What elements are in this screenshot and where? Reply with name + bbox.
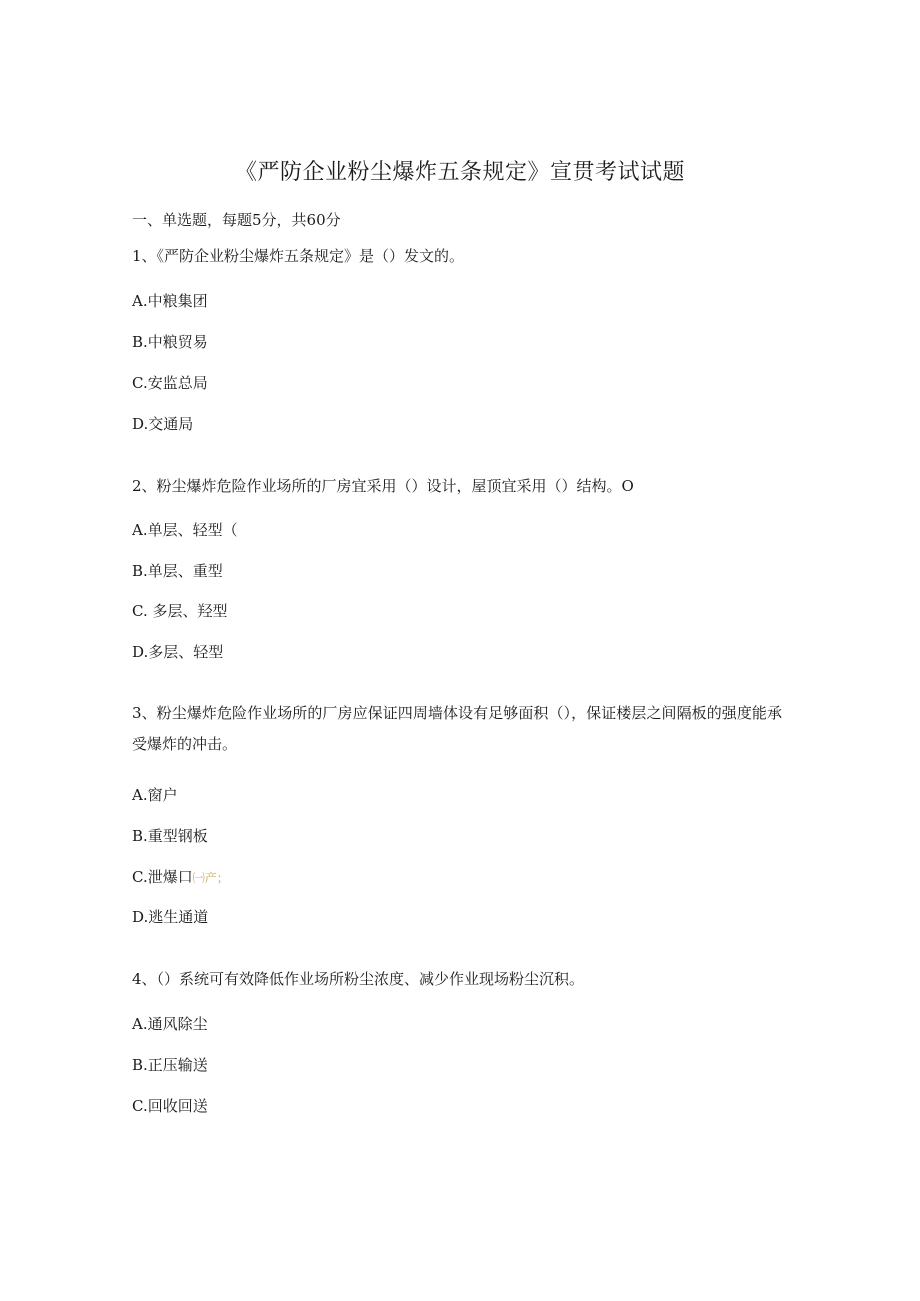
question-3-option-d: D.逃生通道	[132, 908, 209, 926]
question-1-option-d: D.交通局	[132, 415, 194, 433]
question-1-option-b: B.中粮贸易	[132, 333, 208, 351]
question-2-option-a: A.单层、轻型（	[132, 521, 238, 539]
question-2-option-c: C. 多层、羟型	[132, 602, 228, 620]
question-2-option-b: B.单层、重型	[132, 562, 223, 580]
question-3-option-a: A.窗户	[132, 786, 178, 804]
document-title: 《严防企业粉尘爆炸五条规定》宣贯考试试题	[234, 160, 685, 185]
question-1-option-a: A.中粮集团	[132, 292, 208, 310]
question-3-option-c	[132, 866, 229, 887]
question-1-stem: 1、《严防企业粉尘爆炸五条规定》是（）发文的。	[132, 247, 465, 265]
question-3-option-c-text: C.泄爆口	[132, 868, 193, 886]
question-2-stem: 2、粉尘爆炸危险作业场所的厂房宜采用（）设计，屋顶宜采用（）结构。O	[132, 477, 634, 495]
question-4-stem: 4、（）系统可有效降低作业场所粉尘浓度、减少作业现场粉尘沉积。	[132, 970, 585, 988]
question-2-option-d: D.多层、轻型	[132, 643, 224, 661]
question-3-stem: 3、粉尘爆炸危险作业场所的厂房应保证四周墙体设有足够面积（），保证楼层之间隔板的强度能承受爆炸的冲击。	[132, 704, 782, 753]
question-4-option-c: C.回收回送	[132, 1097, 208, 1115]
question-3-option-b: B.重型钢板	[132, 827, 208, 845]
question-4-option-a: A.通风除尘	[132, 1015, 208, 1033]
question-4-option-b: B.正压输送	[132, 1056, 208, 1074]
stray-mark: ㈠产；	[192, 871, 229, 885]
section-heading: 一、单选题，每题5分，共60分	[132, 211, 341, 229]
question-1-option-c: C.安监总局	[132, 374, 208, 392]
